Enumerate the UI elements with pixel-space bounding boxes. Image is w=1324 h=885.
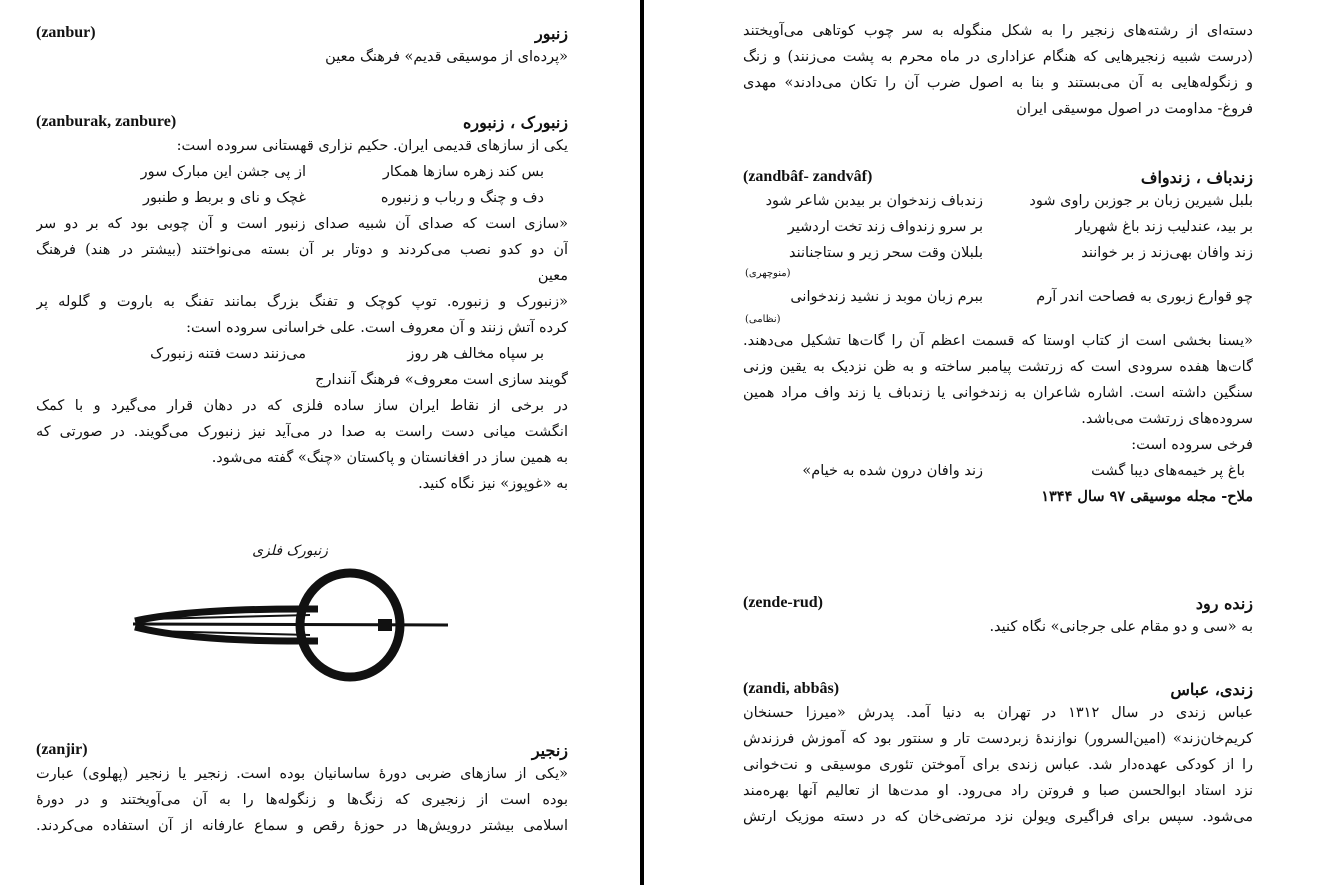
paragraph-line: انگشت میانی دست راست به صدا در می‌آید نیز زنبورک می‌گویند. در صورتی که [36,424,568,440]
book-gutter [640,0,644,885]
entry-continuation [743,18,1253,122]
entry-zandi [743,678,1253,830]
entry-title-latin: (zanburak, zanbure) [36,113,177,130]
paragraph-line: سنگین داشته است. اشاره شاعران به زندخوانی یا زندباف یا زند واف مراد همین [743,385,1253,401]
paragraph-line: نزد استاد ابوالحسن صبا و فروتن راد می‌رود. او مدت‌ها از تعالیم آنها بهره‌مند [743,783,1253,799]
entry-intro: یکی از سازهای قدیمی ایران. حکیم نزاری قهستانی سروده است: [176,138,568,154]
jaw-harp-drawing [130,565,450,685]
hemistich: زند وافان درون شده به خیام» [802,463,983,479]
verse-line [743,282,1253,312]
right-page [645,0,1324,885]
entry-title-fa: زنده رود [1195,593,1253,613]
hemistich: بلبلان وقت سحر زیر و ستاجنانند [788,245,983,261]
verse-line [36,185,568,211]
paragraph-line: به همین ساز در افغانستان و پاکستان «چنگ» گفته می‌شود. [211,450,568,466]
paragraph-line: را از کودکی عهده‌دار شد. عباس زندی برای آموختن تئوری موسیقی و نت‌خوانی [743,757,1253,773]
paragraph-line: گویند سازی است معروف» فرهنگ آنندارج [315,372,568,388]
poet-attribution: (نظامی) [745,314,781,325]
entry-zandbaf [743,166,1253,510]
verse-line [36,341,568,367]
entry-title-fa: زندباف ، زندواف [1140,167,1253,187]
hemistich: چو قوارع زبوری به فصاحت اندر آرم [1036,289,1253,305]
figure-caption: زنبورک فلزی [252,543,328,559]
entry-text-line: «پرده‌ای از موسیقی قدیم» فرهنگ معین [325,49,568,65]
entry-title-latin: (zende-rud) [743,594,823,611]
hemistich: می‌زنند دست فتنه زنبورک [150,346,306,362]
hemistich: بلبل شیرین زبان بر جوزبن راوی شود [1029,193,1253,209]
entry-zenderud [743,592,1253,640]
paragraph-line: می‌شود. سپس برای فراگیری ویولن نزد مرتضی‌خان که در دسته موزیک ارتش [743,809,1253,825]
entry-header [743,166,1253,188]
jaw-harp-illustration [130,565,450,685]
paragraph-line: آن دو کدو نصب می‌کردند و دوتار بر آن بسته می‌نواختند (بیشتر در هند) فرهنگ [36,242,568,258]
verse-line [743,214,1253,240]
hemistich: غچک و نای و بربط و طنبور [142,190,306,206]
entry-header [36,739,568,761]
entry-title-fa: زنبور [535,23,568,43]
entry-zanbur [36,22,568,70]
entry-title-latin: (zandbâf- zandvâf) [743,168,873,185]
paragraph-line: و زنگوله‌هایی به آن می‌بستند و بنا به اصول ضرب آن را تکان می‌دادند» مهدی [743,75,1253,91]
verse-line [743,458,1253,484]
entry-title-fa: زنجیر [531,740,568,760]
paragraph-line: فرخی سروده است: [1131,437,1253,453]
hemistich: بر سرو زندواف زند تخت اردشیر [787,219,983,235]
paragraph-line: «زنبورک و زنبوره. توپ کوچک و تفنگ بزرگ بمانند تفنگ به باروت و گلوله پر [36,294,568,310]
paragraph-line: معین [537,268,568,284]
paragraph-line: فروغ- مداومت در اصول موسیقی ایران [1016,101,1253,117]
verse-line [743,240,1253,266]
paragraph-line: اسلامی بیشتر درویش‌ها در حوزهٔ رقص و سماع عارفانه از آن استفاده می‌کردند. [36,818,568,834]
paragraph-line: دسته‌ای از رشته‌های زنجیر را به شکل منگوله به سر چوب کوتاهی می‌آویختند [743,23,1253,39]
verse-line [743,188,1253,214]
hemistich: ببرم زبان موبد ز نشید زندخوانی [790,289,983,305]
hemistich: زند وافان بهی‌زند ز بر خوانند [1081,245,1253,261]
hemistich: از پی جشن این مبارک سور [140,164,306,180]
paragraph-line: گات‌ها هفده سرودی است که زرتشت پیامبر ساخته و به ظن نزدیک به یقین وزنی [743,359,1253,375]
entry-title-fa: زنبورک ، زنبوره [462,112,568,132]
entry-zanburak [36,111,568,497]
paragraph-line: «سازی است که صدای آن شبیه صدای زنبور است و آن چوبی بود که بر دو سر [36,216,568,232]
hemistich: دف و چنگ و رباب و زنبوره [380,190,544,206]
entry-title-latin: (zanbur) [36,24,96,41]
hemistich: باغ پر خیمه‌های دیبا گشت [1091,463,1245,479]
entry-header [36,111,568,133]
hemistich: زندباف زندخوان بر بیدبن شاعر شود [765,193,983,209]
hemistich: بر بید، عندلیب زند باغ شهریار [1075,219,1253,235]
hemistich: بر سپاه مخالف هر روز [407,346,544,362]
paragraph-line: کریم‌خان‌زند» (امین‌السرور) نوازندهٔ زبردست تار و سنتور بود که آموزش فرزندش [743,731,1253,747]
entry-header [743,592,1253,614]
left-page [0,0,640,885]
paragraph-line: «یسنا بخشی است از کتاب اوستا که قسمت اعظم آن را گات‌ها تشکیل می‌دهند. [743,333,1253,349]
verse-line [36,159,568,185]
entry-title-fa: زندی، عباس [1170,679,1253,699]
paragraph-line: (درست شبیه زنجیرهایی که هنگام عزاداری در ماه محرم به پشت می‌زنند) و زنگ [743,49,1253,65]
entry-title-latin: (zandi, abbâs) [743,680,840,697]
paragraph-line: سروده‌های زرتشت می‌باشد. [1081,411,1253,427]
hemistich: بس کند زهره سازها همکار [382,164,544,180]
entry-title-latin: (zanjir) [36,741,88,758]
paragraph-line: به «سی و دو مقام علی جرجانی» نگاه کنید. [989,619,1253,635]
paragraph-line: «یکی از سازهای ضربی دورهٔ ساسانیان بوده است. زنجیر یا زنجیر (پهلوی) عبارت [36,766,568,782]
paragraph-line: در برخی از نقاط ایران ساز ساده فلزی که در دهان قرار می‌گیرد و با کمک [36,398,568,414]
entry-header [36,22,568,44]
paragraph-line: بوده است از زنجیری که زنگ‌ها و زنگوله‌ها را به آن می‌آویختند و در دورهٔ [36,792,568,808]
paragraph-line: عباس زندی در سال ۱۳۱۲ در تهران به دنیا آمد. پدرش «میرزا حسنخان [743,705,1253,721]
reference-line: ملاح- مجله موسیقی ۹۷ سال ۱۳۴۴ [1041,488,1253,505]
poet-attribution: (منوچهری) [745,268,791,279]
paragraph-line: کرده آتش زنند و آن معروف است. علی خراسانی سروده است: [186,320,568,336]
entry-header [743,678,1253,700]
entry-zanjir [36,739,568,839]
paragraph-line: به «غوپوز» نیز نگاه کنید. [418,476,568,492]
